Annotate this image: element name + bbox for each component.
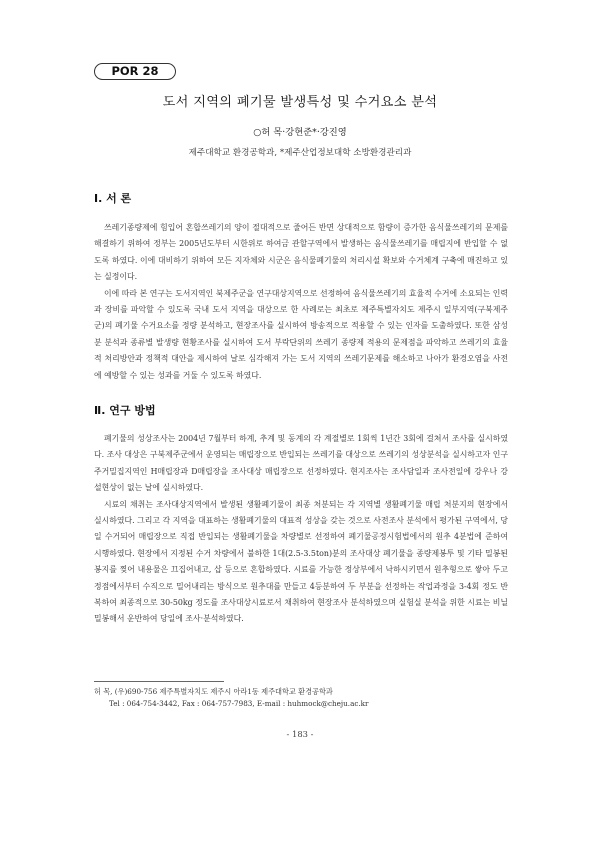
section-heading-method: Ⅱ. 연구 방법 [94,404,156,417]
footnote-contact: Tel : 064-754-3442, Fax : 064-757-7983, E-mail : huhmock@cheju.ac.kr [109,699,369,708]
footnote-divider [94,681,224,682]
footnote-address: 허 목, (우)690-756 제주특별자치도 제주시 아라1동 제주대학교 환경공학과 [94,687,333,696]
page-number: - 183 - [286,729,314,739]
paragraph: 쓰레기종량제에 힘입어 혼합쓰레기의 양이 절대적으로 줄어든 반면 상대적으로 함량이 증가한 음식물쓰레기의 문제를 해결하기 위하여 정부는 2005년도부터 시한위로 하여금 관할구역에서 발생하는 음식물쓰레기를 매립지에 반입할 수 없도록 하였다. 이에 대비하기 위하여 모든 지자체와 시군은 음식물폐기물의 처리시설 확보와 수거체계 구축에 매진하고 있는 실정이다. [94,223,508,282]
paper-title: 도서 지역의 폐기물 발생특성 및 수거요소 분석 [162,95,438,110]
paragraph: 이에 따라 본 연구는 도서지역인 북제주군을 연구대상지역으로 선정하여 음식물쓰레기의 효율적 수거에 소요되는 인력과 장비를 파악할 수 있도록 국내 도서 지역을 대상으로 한 사례로는 최초로 제주특별자치도 제주시 일부지역(구북제주군)의 폐기물 수거요소를 정량 분석하고, 현장조사를 실시하여 방송적으로 적용할 수 있는 인자를 도출하였다. 또한 삼성분 분석과 종류별 발생량 현황조사를 실시하여 도서 부락단위의 쓰레기 종량제 적용의 문제점을 파악하고 쓰레기의 효율적 처리방안과 정책적 대안을 제시하여 날로 심각해져 가는 도서 지역의 쓰레기문제를 해소하고 나아가 환경오염을 사전에 예방할 수 있는 성과를 거둘 수 있도록 하였다. [94,288,508,380]
section-body-method [94,431,508,628]
paragraph: 시료의 채취는 조사대상지역에서 발생된 생활폐기물이 최종 처분되는 각 지역별 생활폐기물 매립 처분지의 현장에서 실시하였다. 그리고 각 지역을 대표하는 생활폐기물의 대표적 성상을 갖는 것으로 사전조사 분석에서 평가된 구역에서, 당일 수거되어 매립장으로 직접 반입되는 생활폐기물을 차량별로 선정하여 폐기물공정시험법에서의 원추 4분법에 준하여 시행하였다. 현장에서 지정된 수거 차량에서 불하한 1대(2.5-3.5ton)분의 조사대상 폐기물을 종량제봉투 및 기타 밀봉된 봉지를 찢어 내용물은 끄집어내고, 삽 등으로 혼합하였다. 시료를 가능한 정상부에서 낙하시키면서 원추형으로 쌓아 두고 정점에서부터 수직으로 밀어내리는 방식으로 원추대를 만들고 4등분하여 두 부분을 선정하는 작업과정을 3-4회 정도 반복하여 최종적으로 30-50kg 정도를 조사대상시료로서 채취하여 현장조사 분석하였으며 실험실 분석을 위한 시료는 비닐밀봉해서 운반하여 당일에 조사·분석하였다. [94,499,508,624]
section-heading-intro: Ⅰ. 서 론 [94,192,132,205]
session-badge: POR 28 [94,63,176,80]
section-body-intro [94,220,508,384]
author-list: ○허 목·강현준*·강진영 [253,127,347,138]
footnote [94,686,368,710]
affiliation: 제주대학교 환경공학과, *제주산업정보대학 소방환경관리과 [188,148,412,158]
paragraph: 폐기물의 성상조사는 2004년 7월부터 하계, 추계 및 동계의 각 계절별로 1회씩 1년간 3회에 걸쳐서 조사를 실시하였다. 조사 대상은 구북제주군에서 운영되는 매립장으로 반입되는 쓰레기를 대상으로 쓰레기의 성상분석을 실시하고자 인구주거밀집지역인 H매립장과 D매립장을 조사대상 매립장으로 선정하였다. 현지조사는 조사담일과 조사전일에 강우나 강설현상이 없는 날에 실시하였다. [94,434,508,493]
